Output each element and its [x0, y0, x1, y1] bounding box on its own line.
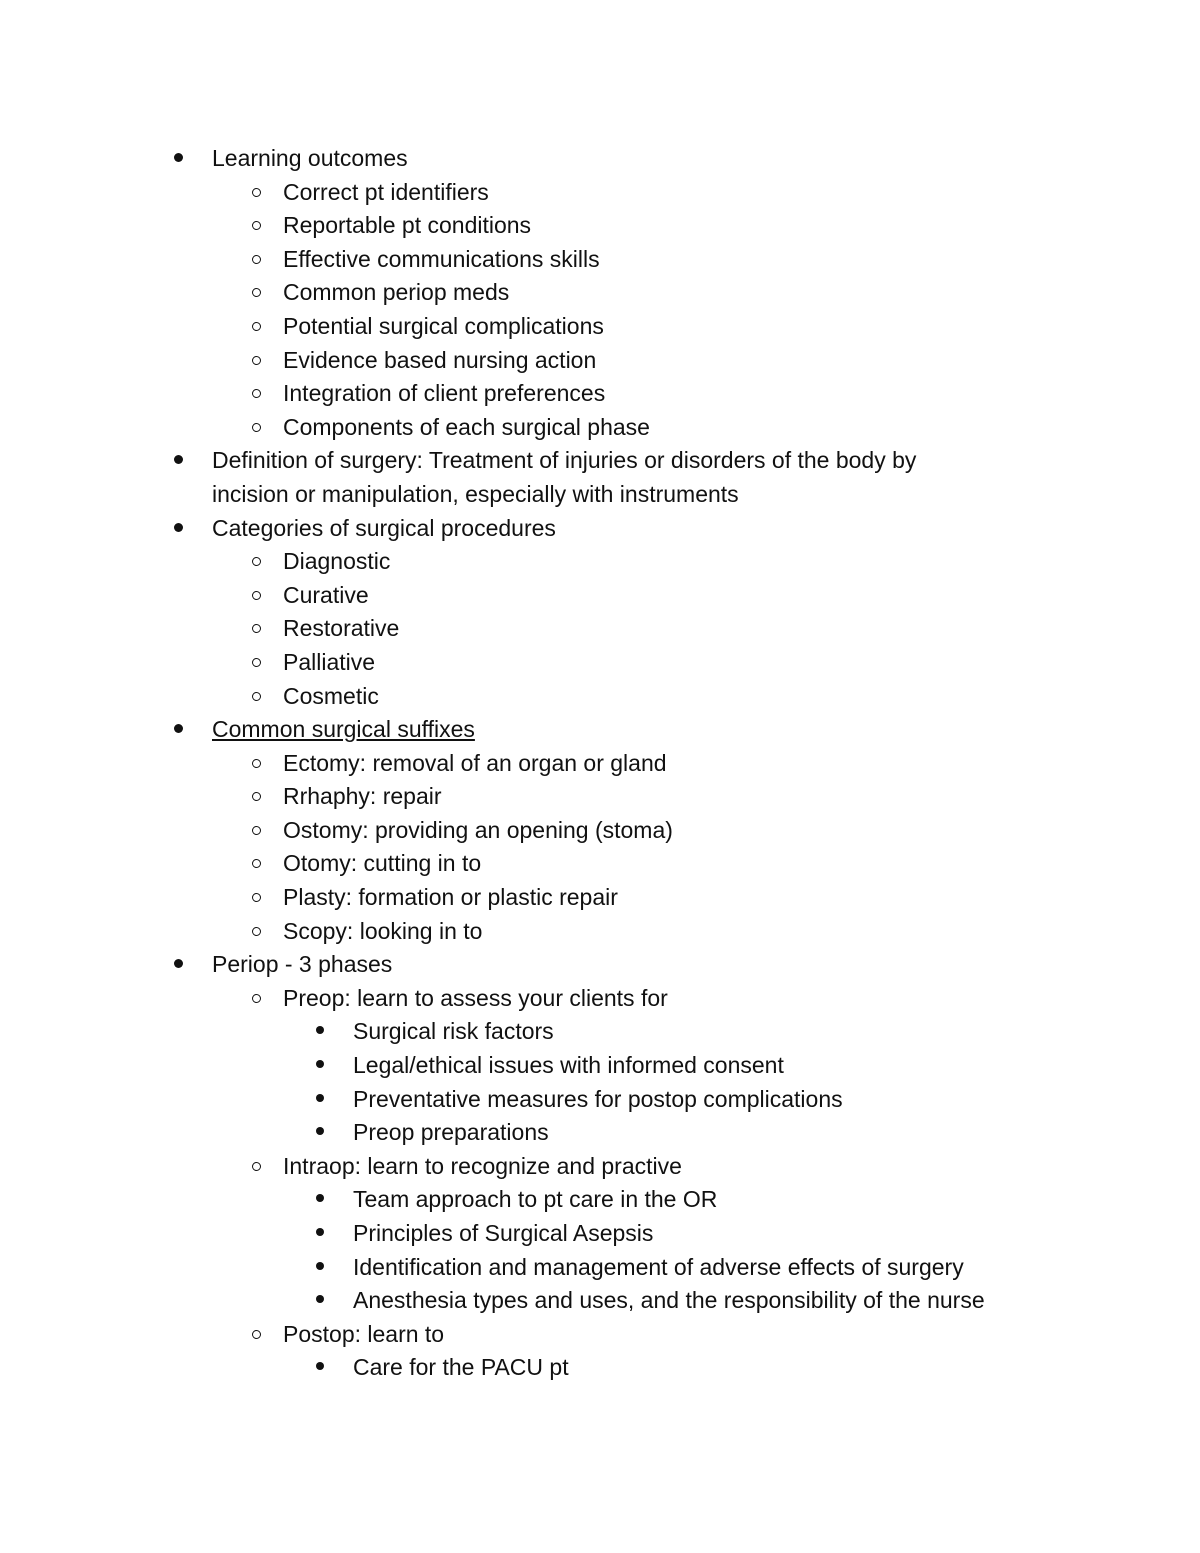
bullet-icon — [316, 1026, 324, 1034]
outline-item-level-3 — [0, 1049, 1200, 1083]
continuation-line — [0, 478, 1200, 512]
outline-item-level-1 — [0, 948, 1200, 982]
outline-item-level-2 — [0, 881, 1200, 915]
hollow-bullet-icon — [252, 389, 261, 398]
outline-item-level-2 — [0, 344, 1200, 378]
outline-item-level-2 — [0, 847, 1200, 881]
outline-text: Periop - 3 phases — [212, 951, 393, 978]
outline-text: Integration of client preferences — [283, 380, 606, 407]
outline-text: Effective communications skills — [283, 245, 600, 272]
hollow-bullet-icon — [252, 893, 261, 902]
hollow-bullet-icon — [252, 255, 261, 264]
hollow-bullet-icon — [252, 188, 261, 197]
outline-item-level-2 — [0, 243, 1200, 277]
outline-item-level-3 — [0, 1284, 1200, 1318]
hollow-bullet-icon — [252, 792, 261, 801]
outline-text: Ectomy: removal of an organ or gland — [283, 749, 667, 776]
bullet-icon — [316, 1362, 324, 1370]
hollow-bullet-icon — [252, 288, 261, 297]
outline-text: Surgical risk factors — [353, 1018, 554, 1045]
bullet-icon — [316, 1060, 324, 1068]
outline-text: Scopy: looking in to — [283, 917, 483, 944]
outline-text: Potential surgical complications — [283, 312, 604, 339]
document-page — [0, 142, 1200, 1385]
outline-text: Legal/ethical issues with informed consent — [353, 1052, 784, 1079]
outline-text: Palliative — [283, 648, 376, 675]
outline-text: Components of each surgical phase — [283, 413, 650, 440]
outline-text: Evidence based nursing action — [283, 346, 597, 373]
hollow-bullet-icon — [252, 859, 261, 868]
outline-item-level-2 — [0, 780, 1200, 814]
outline-text: Anesthesia types and uses, and the responsibility of the nurse — [353, 1287, 985, 1314]
hollow-bullet-icon — [252, 1330, 261, 1339]
outline-text: Definition of surgery: Treatment of injuries or disorders of the body by — [212, 447, 917, 474]
outline-item-level-3 — [0, 1251, 1200, 1285]
hollow-bullet-icon — [252, 692, 261, 701]
outline-text: Preop preparations — [353, 1119, 549, 1146]
outline-item-level-2 — [0, 915, 1200, 949]
hollow-bullet-icon — [252, 356, 261, 365]
outline-text: Correct pt identifiers — [283, 178, 489, 205]
bullet-icon — [316, 1094, 324, 1102]
outline-item-level-3 — [0, 1083, 1200, 1117]
outline-text: incision or manipulation, especially with instruments — [212, 480, 739, 507]
hollow-bullet-icon — [252, 994, 261, 1003]
hollow-bullet-icon — [252, 826, 261, 835]
hollow-bullet-icon — [252, 591, 261, 600]
outline-item-level-2 — [0, 579, 1200, 613]
outline-item-level-1 — [0, 142, 1200, 176]
outline-item-level-2 — [0, 612, 1200, 646]
outline-item-level-1 — [0, 512, 1200, 546]
outline-item-level-2 — [0, 814, 1200, 848]
hollow-bullet-icon — [252, 557, 261, 566]
outline-text: Cosmetic — [283, 682, 379, 709]
bullet-icon — [316, 1194, 324, 1202]
outline-item-level-1 — [0, 713, 1200, 747]
outline-item-level-2 — [0, 411, 1200, 445]
outline-item-level-2 — [0, 1150, 1200, 1184]
outline-text: Restorative — [283, 615, 400, 642]
hollow-bullet-icon — [252, 927, 261, 936]
outline-text: Preventative measures for postop complications — [353, 1085, 843, 1112]
bullet-icon — [174, 455, 183, 464]
outline-text: Identification and management of adverse effects of surgery — [353, 1253, 964, 1280]
outline-text: Postop: learn to — [283, 1320, 445, 1347]
bullet-icon — [316, 1295, 324, 1303]
outline-text: Team approach to pt care in the OR — [353, 1186, 718, 1213]
bullet-icon — [174, 724, 183, 733]
outline-text: Preop: learn to assess your clients for — [283, 984, 668, 1011]
outline-text: Intraop: learn to recognize and practive — [283, 1152, 682, 1179]
bullet-icon — [316, 1262, 324, 1270]
outline-item-level-2 — [0, 1318, 1200, 1352]
outline-item-level-3 — [0, 1015, 1200, 1049]
outline-text: Learning outcomes — [212, 145, 408, 171]
bullet-icon — [316, 1228, 324, 1236]
outline-item-level-2 — [0, 680, 1200, 714]
outline-item-level-2 — [0, 377, 1200, 411]
hollow-bullet-icon — [252, 423, 261, 432]
outline-text: Reportable pt conditions — [283, 212, 532, 239]
outline-item-level-2 — [0, 209, 1200, 243]
outline-text: Otomy: cutting in to — [283, 850, 482, 877]
outline-item-level-2 — [0, 310, 1200, 344]
outline-item-level-2 — [0, 646, 1200, 680]
hollow-bullet-icon — [252, 658, 261, 667]
outline-item-level-2 — [0, 747, 1200, 781]
outline-item-level-2 — [0, 276, 1200, 310]
hollow-bullet-icon — [252, 322, 261, 331]
outline-item-level-3 — [0, 1351, 1200, 1385]
outline-text: Categories of surgical procedures — [212, 514, 556, 541]
outline-item-level-3 — [0, 1183, 1200, 1217]
outline-text: Ostomy: providing an opening (stoma) — [283, 816, 673, 843]
bullet-icon — [174, 523, 183, 532]
bullet-icon — [174, 959, 183, 968]
outline-text: Common surgical suffixes — [212, 716, 475, 743]
outline-text: Plasty: formation or plastic repair — [283, 884, 618, 911]
outline-item-level-3 — [0, 1116, 1200, 1150]
outline-item-level-2 — [0, 982, 1200, 1016]
outline-text: Care for the PACU pt — [353, 1354, 569, 1381]
hollow-bullet-icon — [252, 624, 261, 633]
outline-item-level-3 — [0, 1217, 1200, 1251]
outline-item-level-2 — [0, 176, 1200, 210]
outline-item-level-1 — [0, 444, 1200, 478]
outline-text: Common periop meds — [283, 279, 510, 306]
outline-text: Diagnostic — [283, 548, 391, 575]
bullet-icon — [174, 153, 183, 162]
outline-item-level-2 — [0, 545, 1200, 579]
outline-text: Principles of Surgical Asepsis — [353, 1220, 654, 1246]
hollow-bullet-icon — [252, 221, 261, 230]
hollow-bullet-icon — [252, 759, 261, 768]
outline-text: Rrhaphy: repair — [283, 783, 442, 810]
outline-text: Curative — [283, 581, 369, 608]
bullet-icon — [316, 1127, 324, 1135]
hollow-bullet-icon — [252, 1162, 261, 1171]
